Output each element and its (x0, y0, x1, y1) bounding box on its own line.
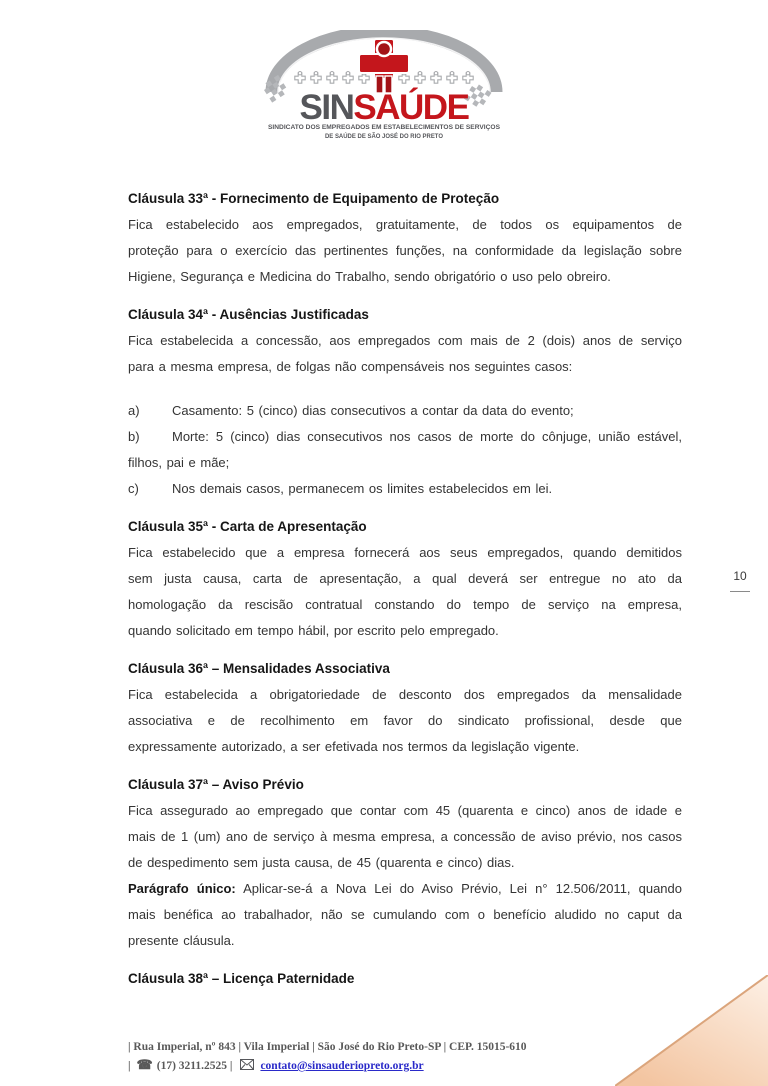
clause-36-title: Cláusula 36ª – Mensalidades Associativa (128, 661, 390, 676)
text-line: expressamente autorizado, a ser efetivada nos termos da legislação vigente. (128, 739, 580, 754)
clause-37-section (128, 772, 682, 954)
footer-contact-line (128, 1056, 688, 1075)
text-line: Aplicar-se-á a Nova Lei do Aviso Prévio, Lei n° 12.506/2011, quando (235, 881, 682, 896)
list-item-text: Nos demais casos, permanecem os limites estabelecidos em lei. (172, 481, 553, 496)
phone-icon: ☎ (136, 1057, 153, 1072)
list-item-c (128, 476, 682, 502)
sole-paragraph-line (128, 876, 682, 902)
list-marker: a) (128, 403, 140, 418)
corner-decoration (615, 975, 768, 1086)
footer-email-link[interactable]: contato@sinsauderiopreto.org.br (260, 1060, 424, 1072)
text-line: para a mesma empresa, de folgas não compensáveis nos seguintes casos: (128, 359, 573, 374)
cross-figure-icon (359, 39, 409, 93)
list-item-b (128, 424, 682, 450)
text-line: quando solicitado em tempo hábil, por escrito pelo empregado. (128, 623, 499, 638)
clause-38-title: Cláusula 38ª – Licença Paternidade (128, 971, 355, 986)
text-line: Fica estabelecida a concessão, aos empregados com mais de 2 (dois) anos de serviço (128, 333, 682, 348)
text-line: homologação da rescisão contratual constando do tempo de serviço na empresa, (128, 597, 682, 612)
brand-text (300, 87, 469, 127)
clause-34-section (128, 302, 682, 502)
footer-pipe: | (128, 1060, 131, 1072)
footer-pipe: | (229, 1060, 233, 1072)
text-line: mais de 1 (um) ano de serviço à mesma empresa, a concessão de aviso prévio, nos casos (128, 829, 682, 844)
text-line: Fica assegurado ao empregado que contar com 45 (quarenta e cinco) anos de idade e (128, 803, 682, 818)
list-marker: c) (128, 481, 139, 496)
text-line: Fica estabelecido que a empresa fornecerá aos seus empregados, quando demitidos (128, 545, 682, 560)
logo-tagline-2: DE SAÚDE DE SÃO JOSÉ DO RIO PRETO (325, 133, 456, 140)
text-line: Fica estabelecido aos empregados, gratuitamente, de todos os equipamentos de (128, 217, 682, 232)
page-number (722, 569, 758, 592)
clause-33-section (128, 186, 682, 290)
brand-saude: SAÚDE (353, 88, 469, 127)
page-footer (128, 1038, 688, 1075)
text-line: de despedimento sem justa causa, de 45 (quarenta e cinco) dias. (128, 855, 515, 870)
page-number-value: 10 (730, 569, 749, 592)
sinsaude-logo-icon (264, 30, 504, 140)
justified-absences-list (128, 398, 682, 502)
envelope-icon (240, 1059, 254, 1070)
clause-35-title: Cláusula 35ª - Carta de Apresentação (128, 519, 367, 534)
clause-36-section (128, 656, 682, 760)
list-marker: b) (128, 429, 140, 444)
text-line: presente cláusula. (128, 933, 235, 948)
brand-sin: SIN (299, 88, 354, 127)
document-body (128, 186, 682, 992)
list-item-text: Casamento: 5 (cinco) dias consecutivos a contar da data do evento; (172, 403, 574, 418)
footer-address: | Rua Imperial, nº 843 | Vila Imperial | São José do Rio Preto-SP | CEP. 15015-610 (128, 1041, 527, 1053)
logo-tagline-1: SINDICATO DOS EMPREGADOS EM ESTABELECIMENTOS DE SERVIÇOS (268, 124, 501, 131)
list-item-b-continuation: filhos, pai e mãe; (128, 455, 230, 470)
clause-33-title: Cláusula 33ª - Fornecimento de Equipamento de Proteção (128, 191, 500, 206)
sole-paragraph-label: Parágrafo único: (128, 881, 236, 896)
list-item-a (128, 398, 682, 424)
footer-phone: (17) 3211.2525 (156, 1060, 228, 1072)
clause-34-title: Cláusula 34ª - Ausências Justificadas (128, 307, 369, 322)
text-line: mais benéfica ao trabalhador, não se cumulando com o benefício aludido no caput da (128, 907, 682, 922)
text-line: proteção para o exercício das pertinentes funções, na conformidade da legislação sobre (128, 243, 682, 258)
text-line: Fica estabelecida a obrigatoriedade de desconto dos empregados da mensalidade (128, 687, 682, 702)
clause-35-section (128, 514, 682, 644)
text-line: associativa e de recolhimento em favor do sindicato profissional, desde que (128, 713, 682, 728)
text-line: Higiene, Segurança e Medicina do Trabalho, sendo obrigatório o uso pelo obreiro. (128, 269, 611, 284)
text-line: sem justa causa, carta de apresentação, a qual deverá ser entregue no ato da (128, 571, 682, 586)
logo (0, 30, 768, 140)
clause-38-section (128, 966, 682, 992)
list-item-text: Morte: 5 (cinco) dias consecutivos nos casos de morte do cônjuge, união estável, (172, 429, 682, 444)
clause-37-title: Cláusula 37ª – Aviso Prévio (128, 777, 304, 792)
